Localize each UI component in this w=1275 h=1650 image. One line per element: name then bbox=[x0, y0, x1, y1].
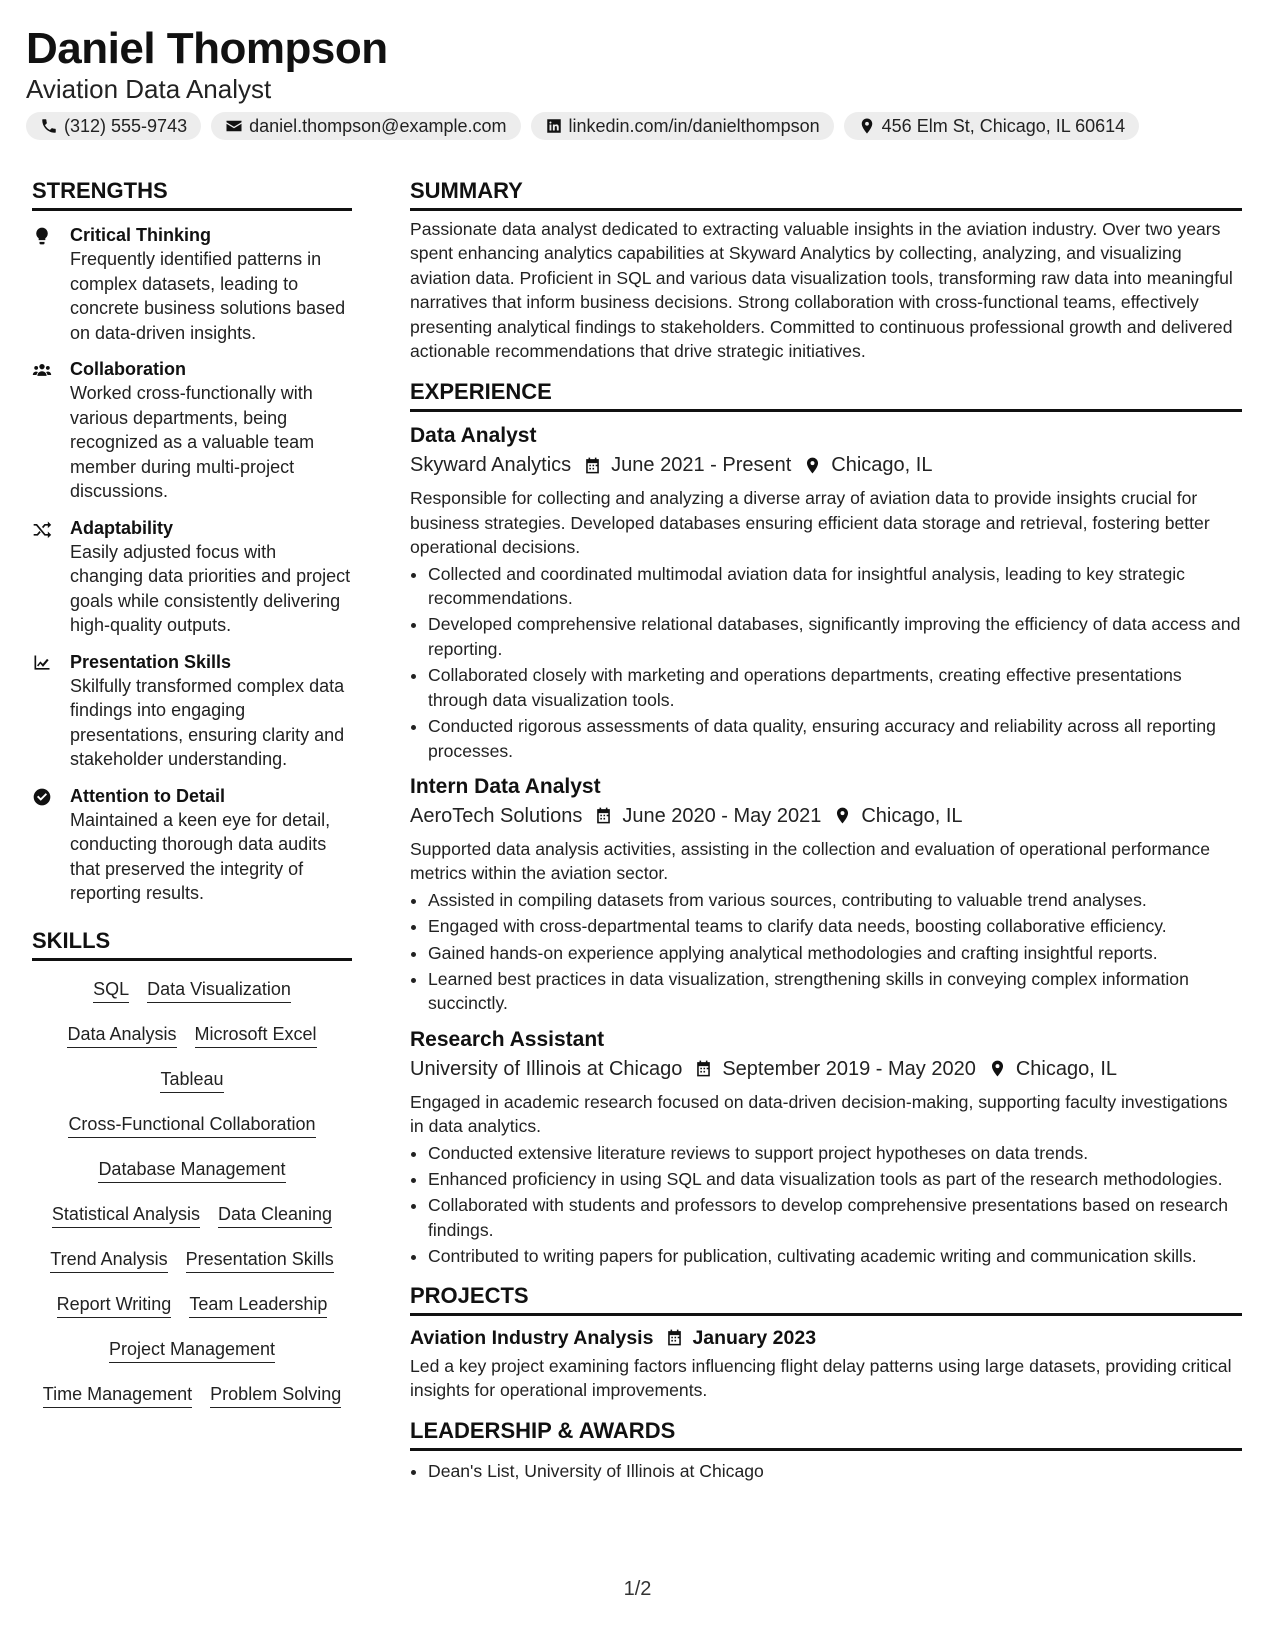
awards-heading: LEADERSHIP & AWARDS bbox=[410, 1416, 1242, 1451]
skill-tag: Report Writing bbox=[57, 1292, 172, 1318]
job-bullet: • Assisted in compiling datasets from various sources, contributing to valuable trend analyses. bbox=[428, 888, 1242, 912]
experience-heading: EXPERIENCE bbox=[410, 377, 1242, 412]
chart-line-icon bbox=[32, 653, 52, 673]
users-icon bbox=[32, 360, 52, 380]
check-circle-icon bbox=[32, 787, 52, 807]
calendar-icon bbox=[694, 1059, 713, 1078]
skill-tag: Microsoft Excel bbox=[195, 1022, 317, 1048]
job-title: Data Analyst bbox=[410, 424, 537, 448]
strength-desc: Easily adjusted focus with changing data priorities and project goals while consistently delivering high-quality outputs. bbox=[70, 541, 351, 635]
strength-item bbox=[32, 784, 352, 906]
calendar-icon bbox=[594, 806, 613, 825]
candidate-title: Aviation Data Analyst bbox=[26, 74, 272, 104]
job-desc: Engaged in academic research focused on data-driven decision-making, supporting faculty investigations in data analytics. bbox=[410, 1091, 1228, 1137]
summary-text: Passionate data analyst dedicated to extracting valuable insights in the aviation industry. Over two years spent enhancing analytics capabilities at Skyward Analytics by collecting, analyzing, and visualizing aviation data. Proficient in SQL and various data visualization tools, transforming raw data into meaningful narratives that inform business decisions. Strong collaboration with cross-functional teams, effectively presenting analytical findings to stakeholders. Committed to continuous professional growth and delivered actionable recommendations that drive strategic initiatives. bbox=[410, 219, 1233, 362]
skill-tag: Data Cleaning bbox=[218, 1202, 332, 1228]
awards-list bbox=[410, 1459, 1242, 1483]
job-desc: Supported data analysis activities, assisting in the collection and evaluation of operational performance metrics within the aviation sector. bbox=[410, 838, 1211, 884]
job-location: Chicago, IL bbox=[831, 454, 933, 477]
job-bullet: • Collaborated with students and professors to develop comprehensive presentations based on research findings. bbox=[428, 1193, 1242, 1242]
skill-tag: Presentation Skills bbox=[186, 1247, 334, 1273]
skill-tag: Data Analysis bbox=[67, 1022, 176, 1048]
project-title: Aviation Industry Analysis bbox=[410, 1326, 654, 1349]
contact-bar bbox=[26, 112, 1249, 140]
contact-linkedin-text: linkedin.com/in/danielthompson bbox=[568, 115, 820, 136]
strength-title: Critical Thinking bbox=[70, 225, 212, 245]
strength-title: Collaboration bbox=[70, 359, 186, 379]
contact-linkedin[interactable] bbox=[531, 112, 834, 140]
job-dates: June 2021 - Present bbox=[611, 454, 792, 477]
strength-desc: Skilfully transformed complex data findings into engaging presentations, ensuring clarity and stakeholder understanding. bbox=[70, 675, 345, 769]
strengths-heading: STRENGTHS bbox=[32, 176, 352, 211]
job-company: AeroTech Solutions bbox=[410, 804, 583, 827]
job-company: University of Illinois at Chicago bbox=[410, 1057, 683, 1080]
job-bullet: • Gained hands-on experience applying analytical methodologies and crafting insightful reports. bbox=[428, 941, 1242, 965]
job-bullet: • Conducted rigorous assessments of data quality, ensuring accuracy and reliability across all reporting processes. bbox=[428, 714, 1242, 763]
right-column bbox=[410, 176, 1242, 1486]
skill-tag: SQL bbox=[93, 977, 129, 1003]
skill-tag: Statistical Analysis bbox=[52, 1202, 200, 1228]
job-meta bbox=[410, 450, 1242, 480]
job-entry bbox=[410, 1026, 1242, 1269]
job-entry bbox=[410, 422, 1242, 762]
job-dates: September 2019 - May 2020 bbox=[722, 1057, 976, 1080]
job-company: Skyward Analytics bbox=[410, 454, 572, 477]
strength-desc: Maintained a keen eye for detail, conducting thorough data audits that preserved the integrity of reporting results. bbox=[70, 809, 331, 903]
contact-phone[interactable] bbox=[26, 112, 201, 140]
skill-tag: Project Management bbox=[109, 1337, 275, 1363]
page-number: 1/2 bbox=[623, 1578, 652, 1600]
strength-title: Attention to Detail bbox=[70, 785, 225, 806]
contact-address[interactable] bbox=[844, 112, 1139, 140]
job-bullet: • Engaged with cross-departmental teams to clarify data needs, boosting collaborative efficiency. bbox=[428, 914, 1242, 938]
job-meta bbox=[410, 801, 1242, 831]
skills-list bbox=[32, 977, 352, 1408]
map-pin-icon bbox=[803, 456, 822, 475]
strengths-list bbox=[32, 223, 352, 906]
linkedin-icon bbox=[545, 117, 563, 135]
project-desc: Led a key project examining factors influencing flight delay patterns using large datasets, providing critical insights for operational improvements. bbox=[410, 1355, 1232, 1400]
map-pin-icon bbox=[858, 117, 876, 135]
job-bullet: • Conducted extensive literature reviews to support project hypotheses on data trends. bbox=[428, 1141, 1242, 1165]
phone-icon bbox=[40, 117, 58, 135]
skill-tag: Problem Solving bbox=[210, 1382, 341, 1408]
projects-heading: PROJECTS bbox=[410, 1281, 1242, 1316]
job-location: Chicago, IL bbox=[861, 804, 963, 827]
skills-heading: SKILLS bbox=[32, 926, 352, 961]
candidate-name: Daniel Thompson bbox=[26, 24, 388, 73]
job-title: Research Assistant bbox=[410, 1027, 605, 1051]
skill-tag: Time Management bbox=[43, 1382, 192, 1408]
job-bullet: • Enhanced proficiency in using SQL and data visualization tools as part of the research methodologies. bbox=[428, 1167, 1242, 1191]
skill-tag: Database Management bbox=[98, 1157, 285, 1183]
strength-title: Presentation Skills bbox=[70, 651, 232, 672]
skill-tag: Data Visualization bbox=[147, 977, 291, 1003]
job-bullets bbox=[410, 562, 1242, 763]
job-entry bbox=[410, 773, 1242, 1016]
contact-email-text: daniel.thompson@example.com bbox=[249, 115, 507, 136]
skill-tag: Trend Analysis bbox=[50, 1247, 167, 1273]
job-bullets bbox=[410, 1141, 1242, 1269]
job-dates: June 2020 - May 2021 bbox=[622, 804, 822, 827]
job-bullet: • Learned best practices in data visualization, strengthening skills in conveying complex information succinctly. bbox=[428, 967, 1242, 1016]
strength-desc: Worked cross-functionally with various departments, being recognized as a valuable team member during multi-project discussions. bbox=[70, 383, 315, 501]
award-item: • Dean's List, University of Illinois at Chicago bbox=[428, 1459, 1242, 1483]
project-title-row bbox=[410, 1324, 1242, 1352]
resume-header bbox=[26, 24, 1249, 140]
strength-item bbox=[32, 516, 352, 638]
left-column bbox=[32, 176, 352, 1408]
job-location: Chicago, IL bbox=[1015, 1057, 1118, 1080]
job-bullet: • Developed comprehensive relational databases, significantly improving the efficiency of data access and reporting. bbox=[428, 612, 1242, 661]
project-date: January 2023 bbox=[692, 1326, 817, 1349]
contact-email[interactable] bbox=[211, 112, 520, 140]
summary-heading: SUMMARY bbox=[410, 176, 1242, 211]
strength-item bbox=[32, 223, 352, 345]
skill-tag: Tableau bbox=[160, 1067, 223, 1093]
shuffle-icon bbox=[32, 519, 52, 539]
job-bullet: • Collaborated closely with marketing and operations departments, creating effective presentations through data visualization tools. bbox=[428, 663, 1242, 712]
contact-address-text: 456 Elm St, Chicago, IL 60614 bbox=[881, 115, 1126, 136]
strength-item bbox=[32, 650, 352, 772]
calendar-icon bbox=[583, 456, 602, 475]
job-meta bbox=[410, 1054, 1242, 1084]
contact-phone-text: (312) 555-9743 bbox=[64, 115, 188, 136]
strength-item bbox=[32, 357, 352, 504]
job-bullet: • Collected and coordinated multimodal aviation data for insightful analysis, leading to key strategic recommendations. bbox=[428, 562, 1242, 611]
job-desc: Responsible for collecting and analyzing a diverse array of aviation data to provide insights crucial for business strategies. Developed databases ensuring efficient data storage and retrieval, fostering better operational decisions. bbox=[410, 488, 1210, 558]
skill-tag: Team Leadership bbox=[189, 1292, 327, 1318]
envelope-icon bbox=[225, 117, 243, 135]
strength-desc: Frequently identified patterns in complex datasets, leading to concrete business solutions based on data-driven insights. bbox=[70, 249, 346, 343]
map-pin-icon bbox=[988, 1059, 1007, 1078]
job-bullets bbox=[410, 888, 1242, 1016]
skill-tag: Cross-Functional Collaboration bbox=[68, 1112, 315, 1138]
lightbulb-icon bbox=[32, 226, 52, 246]
job-title: Intern Data Analyst bbox=[410, 774, 601, 798]
job-bullet: • Contributed to writing papers for publication, cultivating academic writing and communication skills. bbox=[428, 1244, 1242, 1268]
strength-title: Adaptability bbox=[70, 517, 174, 538]
map-pin-icon bbox=[833, 806, 852, 825]
calendar-icon bbox=[665, 1328, 684, 1347]
